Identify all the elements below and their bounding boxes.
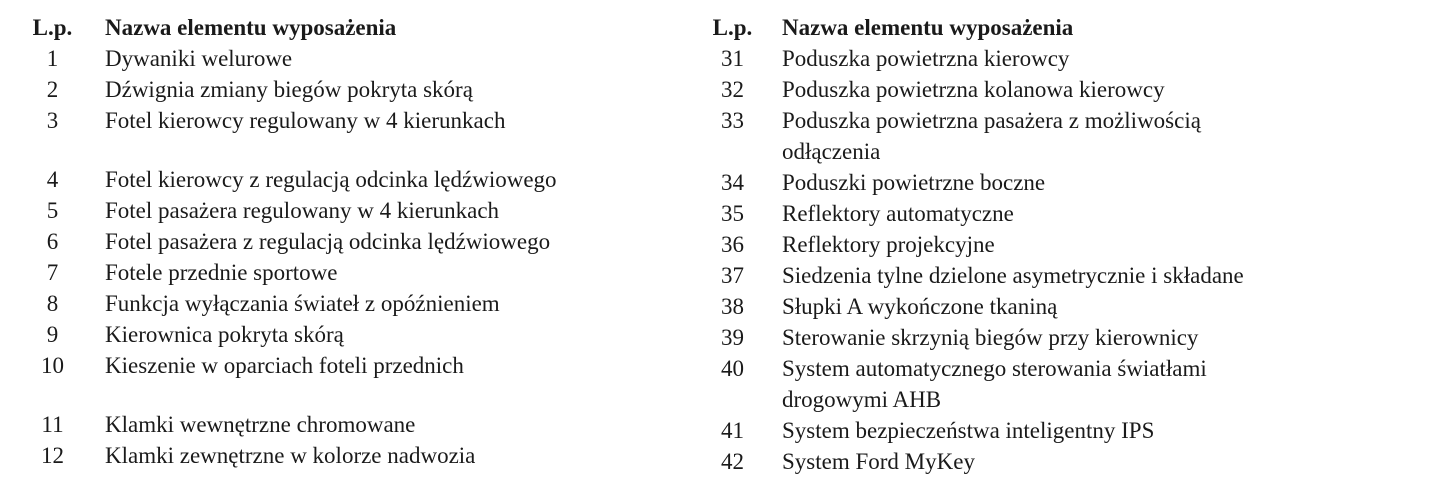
row-number: 39 — [721, 325, 744, 350]
table-row — [700, 229, 1420, 260]
row-name-line: Reflektory automatyczne — [782, 201, 1014, 226]
right-column — [700, 12, 1420, 477]
row-spacer — [105, 381, 680, 409]
row-name-line: Poduszka powietrzna kierowcy — [782, 46, 1070, 71]
row-number: 35 — [721, 201, 744, 226]
row-number: 34 — [721, 170, 744, 195]
header-name: Nazwa elementu wyposażenia — [782, 15, 1074, 40]
row-number: 37 — [721, 263, 744, 288]
right-rows — [700, 43, 1420, 477]
row-name-line: Poduszka powietrzna pasażera z możliwością — [782, 108, 1201, 133]
table-row — [20, 319, 680, 350]
row-name-line: Klamki wewnętrzne chromowane — [105, 412, 416, 437]
row-name — [765, 229, 1420, 260]
row-name-line: drogowymi AHB — [782, 387, 942, 412]
row-name-line: Funkcja wyłączania świateł z opóźnieniem — [105, 291, 500, 316]
row-number: 40 — [721, 356, 744, 381]
table-row — [20, 105, 680, 164]
row-name — [85, 43, 680, 74]
row-number: 36 — [721, 232, 744, 257]
table-header — [20, 12, 680, 43]
row-name — [85, 74, 680, 105]
table-row — [700, 415, 1420, 446]
row-number: 31 — [721, 46, 744, 71]
row-name-line: Słupki A wykończone tkaniną — [782, 294, 1058, 319]
row-name — [765, 198, 1420, 229]
row-name — [85, 350, 680, 409]
row-name-line: Fotel pasażera regulowany w 4 kierunkach — [105, 198, 500, 223]
row-number: 8 — [46, 291, 59, 316]
table-row — [20, 195, 680, 226]
table-row — [700, 105, 1420, 167]
row-name-line: Fotele przednie sportowe — [105, 260, 338, 285]
row-name — [85, 440, 680, 471]
row-name-line: Dywaniki welurowe — [105, 46, 293, 71]
row-number: 38 — [721, 294, 744, 319]
row-number: 42 — [721, 449, 744, 474]
row-name — [765, 260, 1420, 291]
row-name-line: Kieszenie w oparciach foteli przednich — [105, 353, 464, 378]
table-row — [700, 322, 1420, 353]
table-row — [700, 43, 1420, 74]
row-number: 12 — [41, 443, 64, 468]
table-row — [700, 446, 1420, 477]
row-number: 11 — [41, 412, 64, 437]
row-name — [85, 164, 680, 195]
row-spacer — [105, 136, 680, 164]
row-name — [85, 195, 680, 226]
row-name — [765, 291, 1420, 322]
table-row — [20, 257, 680, 288]
row-name — [765, 74, 1420, 105]
row-number: 2 — [46, 77, 59, 102]
row-name-line: Fotel kierowcy regulowany w 4 kierunkach — [105, 108, 506, 133]
row-number: 41 — [721, 418, 744, 443]
row-name — [85, 257, 680, 288]
left-rows — [20, 43, 680, 471]
row-name — [765, 43, 1420, 74]
table-row — [20, 226, 680, 257]
row-number: 5 — [46, 198, 59, 223]
row-name-line: odłączenia — [782, 139, 881, 164]
table-row — [20, 288, 680, 319]
header-lp: L.p. — [712, 15, 753, 40]
row-name-line: Reflektory projekcyjne — [782, 232, 995, 257]
row-name-line: Sterowanie skrzynią biegów przy kierownicy — [782, 325, 1199, 350]
row-number: 3 — [46, 108, 59, 133]
left-column — [20, 12, 680, 471]
table-row — [700, 260, 1420, 291]
row-name-line: Siedzenia tylne dzielone asymetrycznie i składane — [782, 263, 1244, 288]
row-name-line: Dźwignia zmiany biegów pokryta skórą — [105, 77, 473, 102]
header-name: Nazwa elementu wyposażenia — [105, 15, 397, 40]
row-number: 10 — [41, 353, 64, 378]
row-name — [765, 167, 1420, 198]
row-name-line: Klamki zewnętrzne w kolorze nadwozia — [105, 443, 476, 468]
table-row — [20, 350, 680, 409]
row-name-line: System automatycznego sterowania światłami — [782, 356, 1207, 381]
table-row — [700, 198, 1420, 229]
row-name — [85, 409, 680, 440]
header-lp: L.p. — [32, 15, 73, 40]
row-number: 1 — [46, 46, 59, 71]
row-name-line: Poduszka powietrzna kolanowa kierowcy — [782, 77, 1165, 102]
row-name-line: Kierownica pokryta skórą — [105, 322, 344, 347]
row-number: 32 — [721, 77, 744, 102]
table-row — [700, 167, 1420, 198]
row-number: 4 — [46, 167, 59, 192]
table-header — [700, 12, 1420, 43]
row-name-line: System Ford MyKey — [782, 449, 975, 474]
row-number: 6 — [46, 229, 59, 254]
row-name — [765, 105, 1420, 167]
row-name-line: Fotel pasażera z regulacją odcinka lędźwiowego — [105, 229, 551, 254]
table-row — [700, 291, 1420, 322]
table-row — [20, 164, 680, 195]
row-number: 33 — [721, 108, 744, 133]
row-number: 9 — [46, 322, 59, 347]
row-name-line: Fotel kierowcy z regulacją odcinka lędźwiowego — [105, 167, 557, 192]
table-row — [20, 43, 680, 74]
row-name — [765, 353, 1420, 415]
row-name — [85, 319, 680, 350]
table-row — [20, 74, 680, 105]
row-name — [85, 288, 680, 319]
table-row — [20, 409, 680, 440]
row-name — [85, 105, 680, 164]
table-row — [700, 353, 1420, 415]
row-name — [85, 226, 680, 257]
row-name — [765, 446, 1420, 477]
table-row — [20, 440, 680, 471]
row-name — [765, 322, 1420, 353]
row-number: 7 — [46, 260, 59, 285]
table-row — [700, 74, 1420, 105]
row-name-line: Poduszki powietrzne boczne — [782, 170, 1046, 195]
row-name-line: System bezpieczeństwa inteligentny IPS — [782, 418, 1155, 443]
row-name — [765, 415, 1420, 446]
